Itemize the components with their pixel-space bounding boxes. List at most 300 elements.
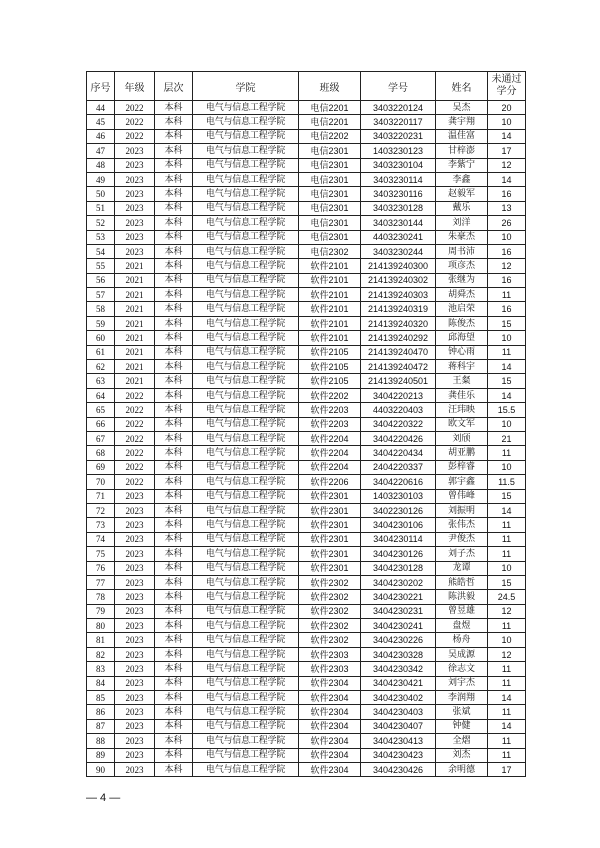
cell-student-id: 3404220426 — [361, 431, 436, 445]
cell-class: 软件2304 — [299, 762, 361, 776]
cell-failed-credits: 10 — [488, 561, 526, 575]
cell-class: 软件2204 — [299, 431, 361, 445]
cell-college: 电气与信息工程学院 — [193, 417, 299, 431]
table-row — [87, 547, 526, 561]
header-class: 班级 — [299, 72, 361, 101]
cell-failed-credits: 15 — [488, 575, 526, 589]
cell-college: 电气与信息工程学院 — [193, 662, 299, 676]
cell-seq: 81 — [87, 633, 115, 647]
cell-level: 本科 — [155, 547, 193, 561]
cell-failed-credits: 12 — [488, 604, 526, 618]
cell-college: 电气与信息工程学院 — [193, 561, 299, 575]
cell-grade: 2023 — [115, 662, 155, 676]
table-row — [87, 403, 526, 417]
cell-student-id: 214139240501 — [361, 374, 436, 388]
cell-failed-credits: 16 — [488, 302, 526, 316]
cell-class: 电信2202 — [299, 129, 361, 143]
cell-name: 龚佳乐 — [436, 388, 488, 402]
cell-college: 电气与信息工程学院 — [193, 475, 299, 489]
cell-college: 电气与信息工程学院 — [193, 518, 299, 532]
table-row — [87, 489, 526, 503]
cell-college: 电气与信息工程学院 — [193, 604, 299, 618]
cell-grade: 2023 — [115, 201, 155, 215]
cell-seq: 59 — [87, 316, 115, 330]
cell-grade: 2022 — [115, 475, 155, 489]
cell-class: 软件2304 — [299, 691, 361, 705]
cell-seq: 82 — [87, 647, 115, 661]
cell-college: 电气与信息工程学院 — [193, 316, 299, 330]
cell-grade: 2023 — [115, 734, 155, 748]
table-row — [87, 216, 526, 230]
cell-grade: 2023 — [115, 187, 155, 201]
cell-student-id: 4403220403 — [361, 403, 436, 417]
cell-name: 甘梓澎 — [436, 144, 488, 158]
cell-college: 电气与信息工程学院 — [193, 101, 299, 115]
cell-college: 电气与信息工程学院 — [193, 590, 299, 604]
cell-grade: 2023 — [115, 532, 155, 546]
cell-college: 电气与信息工程学院 — [193, 446, 299, 460]
cell-seq: 53 — [87, 230, 115, 244]
cell-college: 电气与信息工程学院 — [193, 431, 299, 445]
cell-grade: 2021 — [115, 360, 155, 374]
cell-student-id: 3403230116 — [361, 187, 436, 201]
cell-college: 电气与信息工程学院 — [193, 719, 299, 733]
cell-college: 电气与信息工程学院 — [193, 748, 299, 762]
cell-level: 本科 — [155, 719, 193, 733]
cell-seq: 51 — [87, 201, 115, 215]
cell-seq: 58 — [87, 302, 115, 316]
cell-level: 本科 — [155, 604, 193, 618]
cell-failed-credits: 11 — [488, 288, 526, 302]
cell-failed-credits: 13 — [488, 201, 526, 215]
cell-level: 本科 — [155, 475, 193, 489]
cell-failed-credits: 20 — [488, 101, 526, 115]
cell-name: 陈洪毅 — [436, 590, 488, 604]
table-row — [87, 172, 526, 186]
cell-level: 本科 — [155, 762, 193, 776]
cell-grade: 2022 — [115, 460, 155, 474]
cell-class: 软件2203 — [299, 417, 361, 431]
table-row — [87, 388, 526, 402]
cell-student-id: 3403230104 — [361, 158, 436, 172]
cell-grade: 2023 — [115, 575, 155, 589]
cell-seq: 66 — [87, 417, 115, 431]
student-credit-table — [86, 71, 526, 777]
cell-level: 本科 — [155, 619, 193, 633]
cell-failed-credits: 14 — [488, 360, 526, 374]
cell-grade: 2023 — [115, 561, 155, 575]
table-row — [87, 662, 526, 676]
cell-name: 汪玮映 — [436, 403, 488, 417]
cell-level: 本科 — [155, 647, 193, 661]
cell-grade: 2023 — [115, 503, 155, 517]
cell-level: 本科 — [155, 691, 193, 705]
cell-grade: 2021 — [115, 331, 155, 345]
cell-class: 软件2304 — [299, 705, 361, 719]
cell-class: 软件2101 — [299, 302, 361, 316]
cell-student-id: 3402230126 — [361, 503, 436, 517]
table-row — [87, 532, 526, 546]
table-body — [87, 101, 526, 777]
cell-level: 本科 — [155, 417, 193, 431]
header-level: 层次 — [155, 72, 193, 101]
cell-name: 张继为 — [436, 273, 488, 287]
table-row — [87, 331, 526, 345]
cell-name: 全熠 — [436, 734, 488, 748]
table-row — [87, 244, 526, 258]
cell-student-id: 3404230423 — [361, 748, 436, 762]
table-row — [87, 619, 526, 633]
table-row — [87, 647, 526, 661]
cell-level: 本科 — [155, 244, 193, 258]
cell-name: 吴杰 — [436, 101, 488, 115]
cell-grade: 2023 — [115, 518, 155, 532]
cell-failed-credits: 10 — [488, 331, 526, 345]
table-row — [87, 734, 526, 748]
cell-failed-credits: 14 — [488, 129, 526, 143]
cell-grade: 2023 — [115, 691, 155, 705]
cell-student-id: 3403230144 — [361, 216, 436, 230]
cell-grade: 2023 — [115, 144, 155, 158]
cell-student-id: 3404230202 — [361, 575, 436, 589]
cell-college: 电气与信息工程学院 — [193, 172, 299, 186]
cell-seq: 47 — [87, 144, 115, 158]
cell-name: 龙谭 — [436, 561, 488, 575]
cell-name: 胡舜杰 — [436, 288, 488, 302]
cell-class: 电信2201 — [299, 115, 361, 129]
table-row — [87, 518, 526, 532]
table-row — [87, 691, 526, 705]
cell-student-id: 214139240470 — [361, 345, 436, 359]
cell-name: 尹俊杰 — [436, 532, 488, 546]
cell-failed-credits: 11 — [488, 345, 526, 359]
cell-college: 电气与信息工程学院 — [193, 388, 299, 402]
cell-college: 电气与信息工程学院 — [193, 201, 299, 215]
table-row — [87, 230, 526, 244]
cell-class: 电信2301 — [299, 230, 361, 244]
cell-grade: 2023 — [115, 547, 155, 561]
cell-seq: 86 — [87, 705, 115, 719]
cell-student-id: 3403220117 — [361, 115, 436, 129]
cell-failed-credits: 16 — [488, 244, 526, 258]
cell-name: 戴乐 — [436, 201, 488, 215]
cell-grade: 2022 — [115, 431, 155, 445]
table-row — [87, 288, 526, 302]
cell-level: 本科 — [155, 115, 193, 129]
cell-level: 本科 — [155, 590, 193, 604]
cell-seq: 63 — [87, 374, 115, 388]
cell-class: 软件2206 — [299, 475, 361, 489]
cell-grade: 2023 — [115, 230, 155, 244]
cell-class: 软件2302 — [299, 604, 361, 618]
cell-class: 软件2303 — [299, 662, 361, 676]
cell-student-id: 214139240303 — [361, 288, 436, 302]
cell-college: 电气与信息工程学院 — [193, 144, 299, 158]
cell-level: 本科 — [155, 374, 193, 388]
cell-name: 刘宇杰 — [436, 676, 488, 690]
cell-grade: 2023 — [115, 604, 155, 618]
cell-level: 本科 — [155, 158, 193, 172]
cell-college: 电气与信息工程学院 — [193, 129, 299, 143]
cell-grade: 2023 — [115, 676, 155, 690]
cell-name: 赵毅军 — [436, 187, 488, 201]
cell-grade: 2022 — [115, 446, 155, 460]
cell-name: 陈俊杰 — [436, 316, 488, 330]
table-header-row — [87, 72, 526, 101]
table-row — [87, 158, 526, 172]
cell-failed-credits: 24.5 — [488, 590, 526, 604]
cell-seq: 56 — [87, 273, 115, 287]
page-number: — 4 — — [86, 792, 121, 804]
table-row — [87, 144, 526, 158]
cell-failed-credits: 10 — [488, 460, 526, 474]
cell-class: 电信2301 — [299, 172, 361, 186]
cell-student-id: 214139240292 — [361, 331, 436, 345]
cell-seq: 55 — [87, 259, 115, 273]
cell-name: 熊皓哲 — [436, 575, 488, 589]
cell-seq: 89 — [87, 748, 115, 762]
cell-student-id: 214139240300 — [361, 259, 436, 273]
cell-level: 本科 — [155, 388, 193, 402]
cell-failed-credits: 14 — [488, 172, 526, 186]
cell-college: 电气与信息工程学院 — [193, 187, 299, 201]
cell-level: 本科 — [155, 172, 193, 186]
cell-college: 电气与信息工程学院 — [193, 676, 299, 690]
cell-student-id: 214139240302 — [361, 273, 436, 287]
table-row — [87, 446, 526, 460]
cell-seq: 83 — [87, 662, 115, 676]
cell-grade: 2021 — [115, 374, 155, 388]
cell-seq: 69 — [87, 460, 115, 474]
header-college: 学院 — [193, 72, 299, 101]
cell-failed-credits: 21 — [488, 431, 526, 445]
cell-class: 软件2304 — [299, 676, 361, 690]
cell-class: 软件2304 — [299, 734, 361, 748]
cell-college: 电气与信息工程学院 — [193, 460, 299, 474]
table-row — [87, 302, 526, 316]
cell-seq: 62 — [87, 360, 115, 374]
table-row — [87, 460, 526, 474]
cell-student-id: 3403220124 — [361, 101, 436, 115]
cell-grade: 2022 — [115, 101, 155, 115]
cell-student-id: 3403230128 — [361, 201, 436, 215]
cell-student-id: 3404220213 — [361, 388, 436, 402]
cell-level: 本科 — [155, 302, 193, 316]
table-row — [87, 431, 526, 445]
cell-failed-credits: 15 — [488, 489, 526, 503]
cell-name: 徐志文 — [436, 662, 488, 676]
cell-seq: 52 — [87, 216, 115, 230]
cell-level: 本科 — [155, 518, 193, 532]
cell-student-id: 3404230403 — [361, 705, 436, 719]
cell-class: 软件2105 — [299, 374, 361, 388]
cell-level: 本科 — [155, 431, 193, 445]
cell-seq: 78 — [87, 590, 115, 604]
cell-grade: 2021 — [115, 302, 155, 316]
cell-college: 电气与信息工程学院 — [193, 302, 299, 316]
table-row — [87, 604, 526, 618]
cell-class: 软件2302 — [299, 633, 361, 647]
cell-failed-credits: 12 — [488, 647, 526, 661]
cell-level: 本科 — [155, 575, 193, 589]
cell-failed-credits: 12 — [488, 158, 526, 172]
cell-name: 刘洋 — [436, 216, 488, 230]
cell-failed-credits: 11 — [488, 662, 526, 676]
cell-level: 本科 — [155, 662, 193, 676]
cell-college: 电气与信息工程学院 — [193, 503, 299, 517]
cell-name: 吴成源 — [436, 647, 488, 661]
cell-name: 张伟杰 — [436, 518, 488, 532]
cell-failed-credits: 11 — [488, 446, 526, 460]
cell-student-id: 3404220322 — [361, 417, 436, 431]
cell-class: 软件2301 — [299, 518, 361, 532]
cell-grade: 2022 — [115, 417, 155, 431]
cell-level: 本科 — [155, 403, 193, 417]
cell-seq: 54 — [87, 244, 115, 258]
cell-grade: 2023 — [115, 158, 155, 172]
cell-seq: 76 — [87, 561, 115, 575]
cell-failed-credits: 14 — [488, 719, 526, 733]
cell-failed-credits: 11.5 — [488, 475, 526, 489]
cell-failed-credits: 15.5 — [488, 403, 526, 417]
cell-name: 郭宇鑫 — [436, 475, 488, 489]
cell-seq: 71 — [87, 489, 115, 503]
cell-class: 软件2304 — [299, 719, 361, 733]
cell-class: 软件2301 — [299, 503, 361, 517]
cell-college: 电气与信息工程学院 — [193, 288, 299, 302]
cell-name: 盘煜 — [436, 619, 488, 633]
header-failed-credits: 未通过学分 — [488, 72, 526, 101]
cell-name: 胡亚鹏 — [436, 446, 488, 460]
cell-student-id: 3403220231 — [361, 129, 436, 143]
cell-class: 软件2301 — [299, 561, 361, 575]
cell-student-id: 3404230407 — [361, 719, 436, 733]
table-row — [87, 187, 526, 201]
cell-student-id: 3404230221 — [361, 590, 436, 604]
cell-failed-credits: 11 — [488, 748, 526, 762]
cell-failed-credits: 10 — [488, 417, 526, 431]
cell-seq: 57 — [87, 288, 115, 302]
table-row — [87, 503, 526, 517]
cell-grade: 2023 — [115, 719, 155, 733]
cell-level: 本科 — [155, 216, 193, 230]
table-row — [87, 273, 526, 287]
cell-student-id: 4403230241 — [361, 230, 436, 244]
cell-failed-credits: 11 — [488, 532, 526, 546]
cell-seq: 84 — [87, 676, 115, 690]
cell-seq: 85 — [87, 691, 115, 705]
cell-failed-credits: 26 — [488, 216, 526, 230]
cell-college: 电气与信息工程学院 — [193, 647, 299, 661]
cell-class: 软件2302 — [299, 619, 361, 633]
cell-failed-credits: 14 — [488, 503, 526, 517]
cell-level: 本科 — [155, 345, 193, 359]
cell-name: 蒋科宇 — [436, 360, 488, 374]
cell-class: 软件2301 — [299, 489, 361, 503]
cell-grade: 2021 — [115, 273, 155, 287]
cell-level: 本科 — [155, 201, 193, 215]
cell-name: 李润翔 — [436, 691, 488, 705]
cell-level: 本科 — [155, 331, 193, 345]
cell-class: 电信2301 — [299, 144, 361, 158]
cell-level: 本科 — [155, 676, 193, 690]
cell-level: 本科 — [155, 532, 193, 546]
table-row — [87, 676, 526, 690]
table-row — [87, 129, 526, 143]
cell-seq: 74 — [87, 532, 115, 546]
cell-level: 本科 — [155, 316, 193, 330]
cell-name: 温佳富 — [436, 129, 488, 143]
cell-grade: 2021 — [115, 259, 155, 273]
cell-grade: 2023 — [115, 489, 155, 503]
cell-level: 本科 — [155, 259, 193, 273]
cell-class: 软件2302 — [299, 590, 361, 604]
cell-student-id: 1403230123 — [361, 144, 436, 158]
cell-failed-credits: 11 — [488, 734, 526, 748]
cell-grade: 2023 — [115, 705, 155, 719]
table-row — [87, 590, 526, 604]
cell-name: 王粲 — [436, 374, 488, 388]
cell-student-id: 214139240319 — [361, 302, 436, 316]
cell-seq: 90 — [87, 762, 115, 776]
cell-failed-credits: 15 — [488, 316, 526, 330]
cell-class: 电信2301 — [299, 158, 361, 172]
table-row — [87, 762, 526, 776]
cell-seq: 80 — [87, 619, 115, 633]
cell-student-id: 3403230114 — [361, 172, 436, 186]
cell-student-id: 3403230244 — [361, 244, 436, 258]
cell-failed-credits: 11 — [488, 705, 526, 719]
table-row — [87, 259, 526, 273]
cell-level: 本科 — [155, 230, 193, 244]
cell-name: 曾昱雄 — [436, 604, 488, 618]
cell-level: 本科 — [155, 489, 193, 503]
cell-college: 电气与信息工程学院 — [193, 360, 299, 374]
cell-seq: 65 — [87, 403, 115, 417]
cell-class: 软件2101 — [299, 288, 361, 302]
cell-name: 朱豪杰 — [436, 230, 488, 244]
cell-college: 电气与信息工程学院 — [193, 259, 299, 273]
cell-grade: 2023 — [115, 244, 155, 258]
table-row — [87, 101, 526, 115]
cell-grade: 2023 — [115, 647, 155, 661]
cell-level: 本科 — [155, 633, 193, 647]
cell-name: 曾伟峰 — [436, 489, 488, 503]
cell-grade: 2023 — [115, 216, 155, 230]
cell-seq: 72 — [87, 503, 115, 517]
cell-class: 电信2301 — [299, 216, 361, 230]
cell-student-id: 3404220616 — [361, 475, 436, 489]
cell-level: 本科 — [155, 273, 193, 287]
cell-college: 电气与信息工程学院 — [193, 762, 299, 776]
cell-class: 软件2101 — [299, 259, 361, 273]
table-row — [87, 705, 526, 719]
cell-name: 余明德 — [436, 762, 488, 776]
cell-level: 本科 — [155, 734, 193, 748]
header-name: 姓名 — [436, 72, 488, 101]
cell-college: 电气与信息工程学院 — [193, 619, 299, 633]
cell-student-id: 3404230342 — [361, 662, 436, 676]
cell-class: 软件2101 — [299, 316, 361, 330]
cell-level: 本科 — [155, 705, 193, 719]
cell-failed-credits: 14 — [488, 691, 526, 705]
cell-failed-credits: 10 — [488, 230, 526, 244]
cell-seq: 70 — [87, 475, 115, 489]
cell-name: 杨舟 — [436, 633, 488, 647]
cell-class: 软件2101 — [299, 331, 361, 345]
cell-college: 电气与信息工程学院 — [193, 115, 299, 129]
cell-grade: 2021 — [115, 316, 155, 330]
